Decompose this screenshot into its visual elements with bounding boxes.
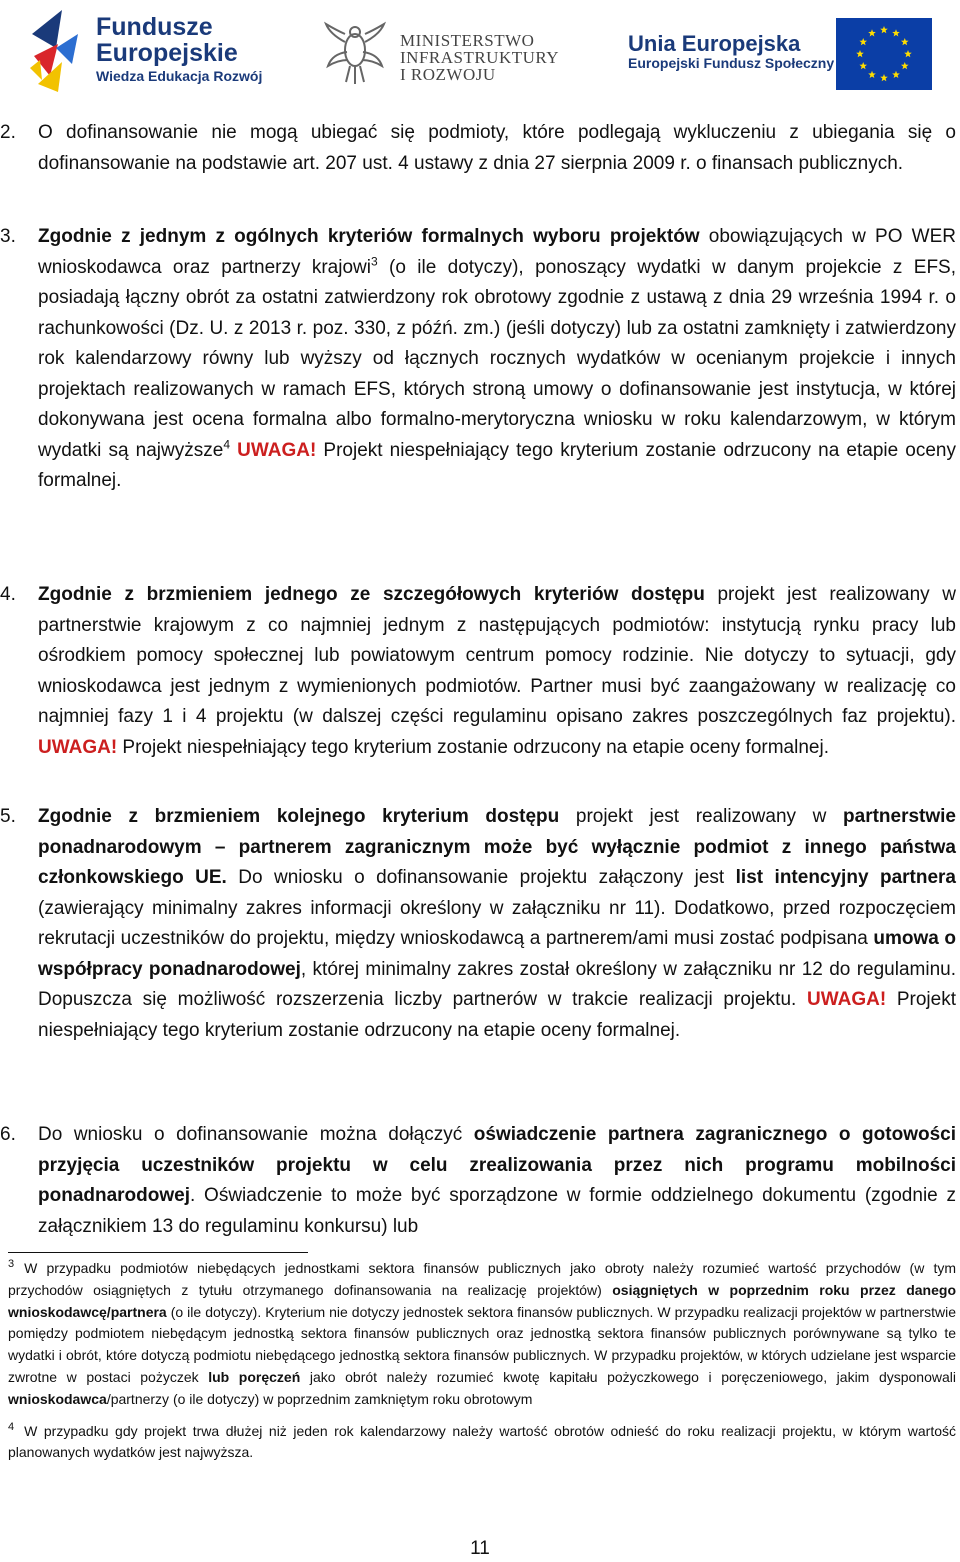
list-item	[0, 1120, 960, 1242]
text-run: (o ile dotyczy). Kryterium nie dotyczy jednostek sektora finansów publicznych. W przypadku realizacji projektów w partnerstwie pomiędzy podmiotem niebędącym jednostką sektora finansów publicznych oraz jednostką sektora finansów publicznych porównywane są tylko te wydatki i obrót, które dotyczą podmiotu niebędącego jednostką sektora finansów publicznych. W przypadku projektów, w których udzielane jest wsparcie zwrotne w postaci pożyczek	[8, 1303, 956, 1385]
ue-line2: Europejski Fundusz Społeczny	[628, 55, 835, 72]
text-run: (o ile dotyczy), ponoszący wydatki w danym projekcie z EFS, posiadają łączny obrót za ostatni zatwierdzony rok obrotowy zgodnie z ustawą z dnia 29 września 1994 r. o rachunkowości (Dz. U. z 2013 r. poz. 330, z późń. zm.) (jeśli dotyczy) lub za ostatni zamknięty i zatwierdzony rok kalendarzowy równy lub wyższy od łącznych rocznych wydatków w ocenianym projekcie i innych projektach realizowanych w ramach EFS, których stroną umowy o dofinansowanie jest instytucja, w której dokonywana jest ocena formalna albo formalno-merytoryczna wniosku w roku kalendarzowym, w którym wydatki są najwyższe	[38, 256, 956, 461]
text-run: W przypadku gdy projekt trwa dłużej niż jeden rok kalendarzowy należy wartość obrotów odnieść do roku realizacji projektu, w którym wartość planowanych wydatków jest najwyższa.	[8, 1422, 956, 1461]
eu-star	[859, 62, 867, 69]
page-number: 11	[470, 1538, 490, 1559]
footnote-number: 3	[8, 1258, 15, 1271]
item-number: 4.	[0, 584, 16, 605]
text-run: umowa o współpracy ponadnarodowej	[38, 928, 956, 980]
eu-star	[880, 74, 888, 81]
item-text	[38, 118, 956, 179]
text-run: projekt jest realizowany w	[559, 806, 844, 827]
item-text	[38, 802, 956, 1046]
text-run: oświadczenie partnera zagranicznego o gotowości przyjęcia uczestników projektu w celu zrealizowania przez nich programu mobilności ponadnarodowej	[38, 1124, 957, 1206]
text-run: jako obrót należy rozumieć kwotę kapitału pożyczkowego i poręczeniowego, jakim dysponowali	[300, 1368, 956, 1385]
page-header	[0, 0, 960, 100]
text-run: osiągniętych w poprzednim roku przez danego wnioskodawcę/partnera	[8, 1281, 957, 1320]
eagle-emblem-icon	[322, 20, 388, 86]
item-text	[38, 1120, 956, 1242]
item-text	[38, 580, 956, 763]
eu-star	[859, 38, 867, 45]
min-line3: I ROZWOJU	[400, 65, 496, 84]
footnote-text	[8, 1420, 956, 1461]
list-item	[0, 222, 960, 580]
footnote	[8, 1421, 956, 1465]
footnote-number: 4	[8, 1420, 15, 1433]
item-number: 5.	[0, 806, 16, 827]
text-run: Zgodnie z brzmieniem jednego ze szczegółowych kryteriów dostępu	[38, 584, 705, 605]
footnote-ref: 4	[223, 437, 230, 452]
warning-label: UWAGA!	[807, 989, 887, 1010]
footnotes	[8, 1258, 956, 1474]
text-run: Projekt niespełniający tego kryterium zostanie odrzucony na etapie oceny formalnej.	[117, 736, 829, 758]
ue-line1: Unia Europejska	[628, 31, 801, 56]
text-run: Do wniosku o dofinansowanie projektu załączony jest	[226, 867, 736, 888]
text-run: Zgodnie z brzmieniem kolejnego kryterium dostępu	[38, 806, 560, 827]
fe-line3: Wiedza Edukacja Rozwój	[96, 67, 263, 84]
eu-star	[901, 62, 909, 69]
text-run: obowiązujących w PO WER wnioskodawca oraz partnerzy krajowi	[38, 226, 957, 278]
fe-stars-icon	[28, 4, 88, 94]
text-run: partnerstwie ponadnarodowym – partnerem zagranicznym może być wyłącznie podmiot z innego państwa członkowskiego UE.	[38, 806, 956, 888]
text-run: . Oświadczenie to może być sporządzone w formie oddzielnego dokumentu (zgodnie z załącznikiem 13 do regulaminu konkursu) lub	[38, 1185, 956, 1237]
text-run: Zgodnie z jednym z ogólnych kryteriów formalnych wyboru projektów	[38, 226, 700, 247]
item-number: 2.	[0, 122, 16, 143]
footnote-text	[8, 1260, 956, 1407]
eu-star	[904, 50, 912, 57]
fe-line2: Europejskie	[96, 39, 238, 68]
text-run: projekt jest realizowany w partnerstwie krajowym z co najmniej jednym z następujących podmiotów: instytucją rynku pracy lub ośrodkiem pomocy społecznej lub powiatowym centrum pomocy rodzinie. Nie dotyczy to sytuacji, gdy wnioskodawca jest jednym z wymienionych podmiotów. Partner musi być zaangażowany w realizację co najmniej fazy 1 i 4 projektu (w dalszej części regulaminu opisano zakres poszczególnych faz projektu).	[38, 584, 956, 727]
unia-europejska-logo	[628, 18, 938, 94]
text-run: W przypadku podmiotów niebędących jednostkami sektora finansów publicznych jako obroty należy rozumieć wartość przychodów (w tym przychodów osiągniętych z tytułu otrzymanego dofinansowania na realizację projektów)	[8, 1260, 956, 1298]
fundusze-europejskie-logo	[28, 4, 288, 96]
item-number: 3.	[0, 226, 16, 247]
text-run: , której minimalny zakres został określony w załączniku nr 12 do regulaminu. Dopuszcza się możliwość rozszerzenia liczby partnerów w trakcie realizacji projektu.	[38, 958, 956, 1010]
text-run: Projekt niespełniający tego kryterium zostanie odrzucony na etapie oceny formalnej.	[38, 989, 956, 1041]
eu-flag-icon	[836, 18, 932, 90]
text-run: /partnerzy (o ile dotyczy) w poprzednim zamkniętym roku obrotowym	[106, 1390, 533, 1407]
list-item	[0, 118, 960, 212]
eu-star	[892, 71, 900, 78]
text-run: list intencyjny partnera	[735, 867, 956, 888]
list-item	[0, 580, 960, 802]
footnote	[8, 1258, 956, 1411]
text-run: lub poręczeń	[208, 1368, 301, 1385]
list-item	[0, 802, 960, 1120]
text-run: wnioskodawca	[8, 1390, 107, 1407]
text-run: Do wniosku o dofinansowanie można dołączyć	[38, 1124, 474, 1145]
footnote-divider	[8, 1252, 308, 1253]
ministerstwo-logo	[322, 20, 582, 90]
fe-line1: Fundusze	[96, 13, 213, 41]
eu-star	[880, 26, 888, 33]
footnote-ref: 3	[370, 254, 378, 269]
min-line2: INFRASTRUKTURY	[400, 48, 560, 67]
main-content	[0, 118, 960, 1242]
warning-label: UWAGA!	[237, 439, 317, 461]
eu-star	[856, 50, 864, 57]
warning-label: UWAGA!	[38, 736, 118, 758]
eu-star	[892, 29, 900, 36]
text-run: O dofinansowanie nie mogą ubiegać się podmioty, które podlegają wykluczeniu z ubiegania się o dofinansowanie na podstawie art. 207 ust. 4 ustawy z dnia 27 sierpnia 2009 r. o finansach publicznych.	[38, 122, 956, 174]
text-run: (zawierający minimalny zakres informacji określony w załączniku nr 11). Dodatkowo, przed rozpoczęciem rekrutacji uczestników do projektu, między wnioskodawcą a partnerem/ami musi zostać podpisana	[38, 897, 956, 949]
text-run: Projekt niespełniający tego kryterium zostanie odrzucony na etapie oceny formalnej.	[38, 439, 956, 491]
min-line1: MINISTERSTWO	[400, 31, 535, 50]
eu-star	[868, 71, 876, 78]
item-text	[38, 222, 956, 497]
eu-star	[901, 38, 909, 45]
item-number: 6.	[0, 1124, 16, 1145]
eu-star	[868, 29, 876, 36]
